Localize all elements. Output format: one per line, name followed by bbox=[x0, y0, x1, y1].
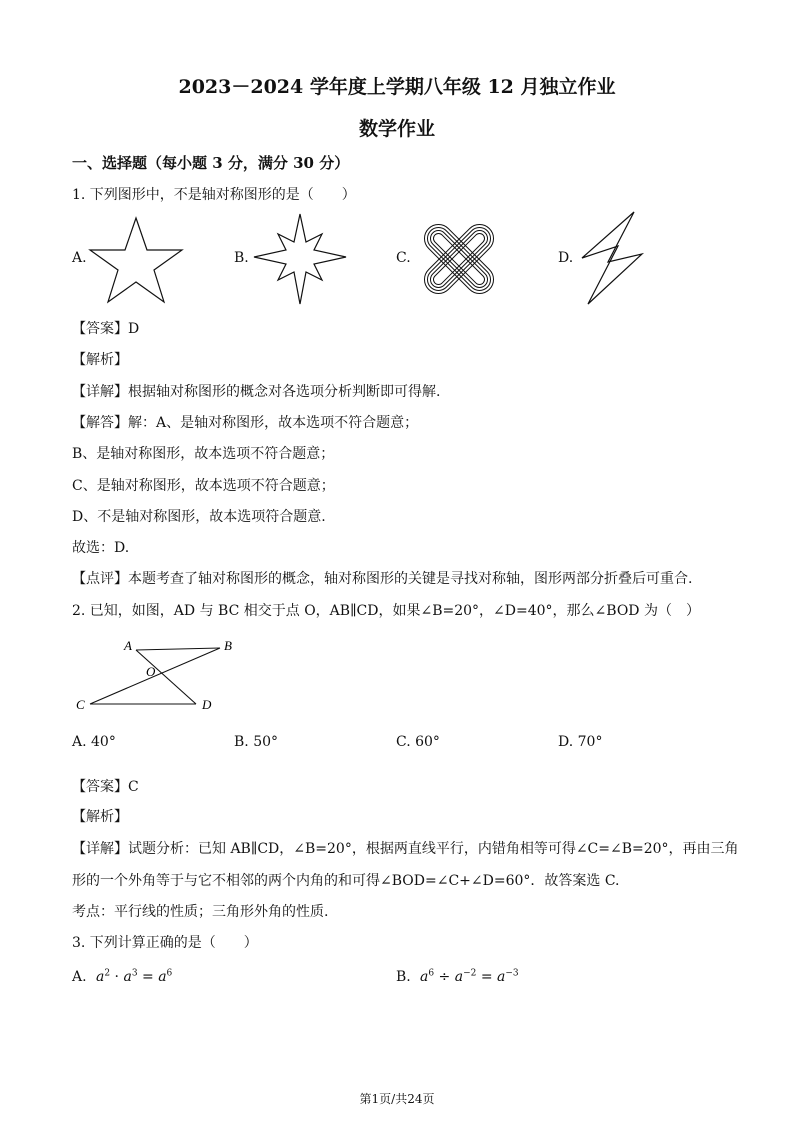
q2-analysis: 【解析】 bbox=[72, 809, 128, 825]
eight-point-star-figure bbox=[252, 212, 348, 306]
q1-option-b-label: B. bbox=[234, 250, 249, 266]
five-point-star-figure bbox=[86, 216, 186, 302]
q2-detail-line: 【详解】试题分析：已知 AB∥CD，∠B=20°，根据两直线平行，内错角相等可得∠C=∠B=20°，再由三角 bbox=[72, 841, 739, 857]
q2-detail-line: 形的一个外角等于与它不相邻的两个内角的和可得∠BOD=∠C+∠D=60°．故答案选 C. bbox=[72, 873, 620, 889]
q2-option-a: A. 40° bbox=[72, 734, 116, 750]
document-title: 2023－2024 学年度上学期八年级 12 月独立作业 bbox=[178, 76, 616, 98]
question-3-stem: 3. 下列计算正确的是（ ） bbox=[72, 935, 258, 951]
q3-option-b-formula: $a^6 \div a^{-2} = a^{-3}$ bbox=[420, 968, 519, 985]
q1-option-d-label: D. bbox=[558, 250, 574, 266]
section-heading: 一、选择题（每小题 3 分，满分 30 分） bbox=[72, 154, 350, 172]
q2-option-c: C. 60° bbox=[396, 734, 440, 750]
point-a-label: A bbox=[124, 638, 132, 653]
geometry-figure bbox=[70, 632, 230, 716]
q1-solution-line: 【解答】解：A、是轴对称图形，故本选项不符合题意； bbox=[72, 415, 419, 431]
q1-solution-line: D、不是轴对称图形，故本选项符合题意. bbox=[72, 509, 326, 525]
q1-comment: 【点评】本题考查了轴对称图形的概念，轴对称图形的关键是寻找对称轴，图形两部分折叠后可重合. bbox=[72, 571, 693, 587]
q3-option-a-formula: $a^2 \cdot a^3 = a^6$ bbox=[96, 968, 173, 985]
question-2-stem: 2. 已知，如图，AD 与 BC 相交于点 O，AB∥CD，如果∠B=20°，∠D=40°，那么∠BOD 为（ ） bbox=[72, 603, 700, 619]
q1-option-a-label: A. bbox=[72, 250, 87, 266]
q2-option-d: D. 70° bbox=[558, 734, 603, 750]
q1-option-c-label: C. bbox=[396, 250, 411, 266]
page-footer: 第1页/共24页 bbox=[359, 1092, 435, 1106]
interlaced-loops-figure bbox=[412, 214, 506, 304]
q1-choose: 故选：D. bbox=[72, 540, 130, 556]
question-1-stem: 1. 下列图形中，不是轴对称图形的是（ ） bbox=[72, 187, 356, 203]
q1-analysis: 【解析】 bbox=[72, 352, 128, 368]
q1-solution-line: B、是轴对称图形，故本选项不符合题意； bbox=[72, 446, 335, 462]
point-d-label: D bbox=[202, 697, 212, 712]
q3-option-b-label: B. bbox=[396, 969, 411, 985]
q1-answer: 【答案】D bbox=[72, 321, 140, 337]
point-c-label: C bbox=[76, 697, 85, 712]
point-b-label: B bbox=[224, 638, 232, 653]
q3-option-a-label: A. bbox=[72, 969, 87, 985]
q2-answer: 【答案】C bbox=[72, 779, 139, 795]
q1-detail: 【详解】根据轴对称图形的概念对各选项分析判断即可得解. bbox=[72, 384, 441, 400]
q1-solution-line: C、是轴对称图形，故本选项不符合题意； bbox=[72, 478, 335, 494]
document-subtitle: 数学作业 bbox=[358, 118, 435, 140]
q2-kaodian: 考点：平行线的性质；三角形外角的性质. bbox=[72, 904, 329, 920]
lightning-bolt-figure bbox=[578, 210, 648, 306]
point-o-label: O bbox=[146, 664, 156, 679]
q2-option-b: B. 50° bbox=[234, 734, 279, 750]
